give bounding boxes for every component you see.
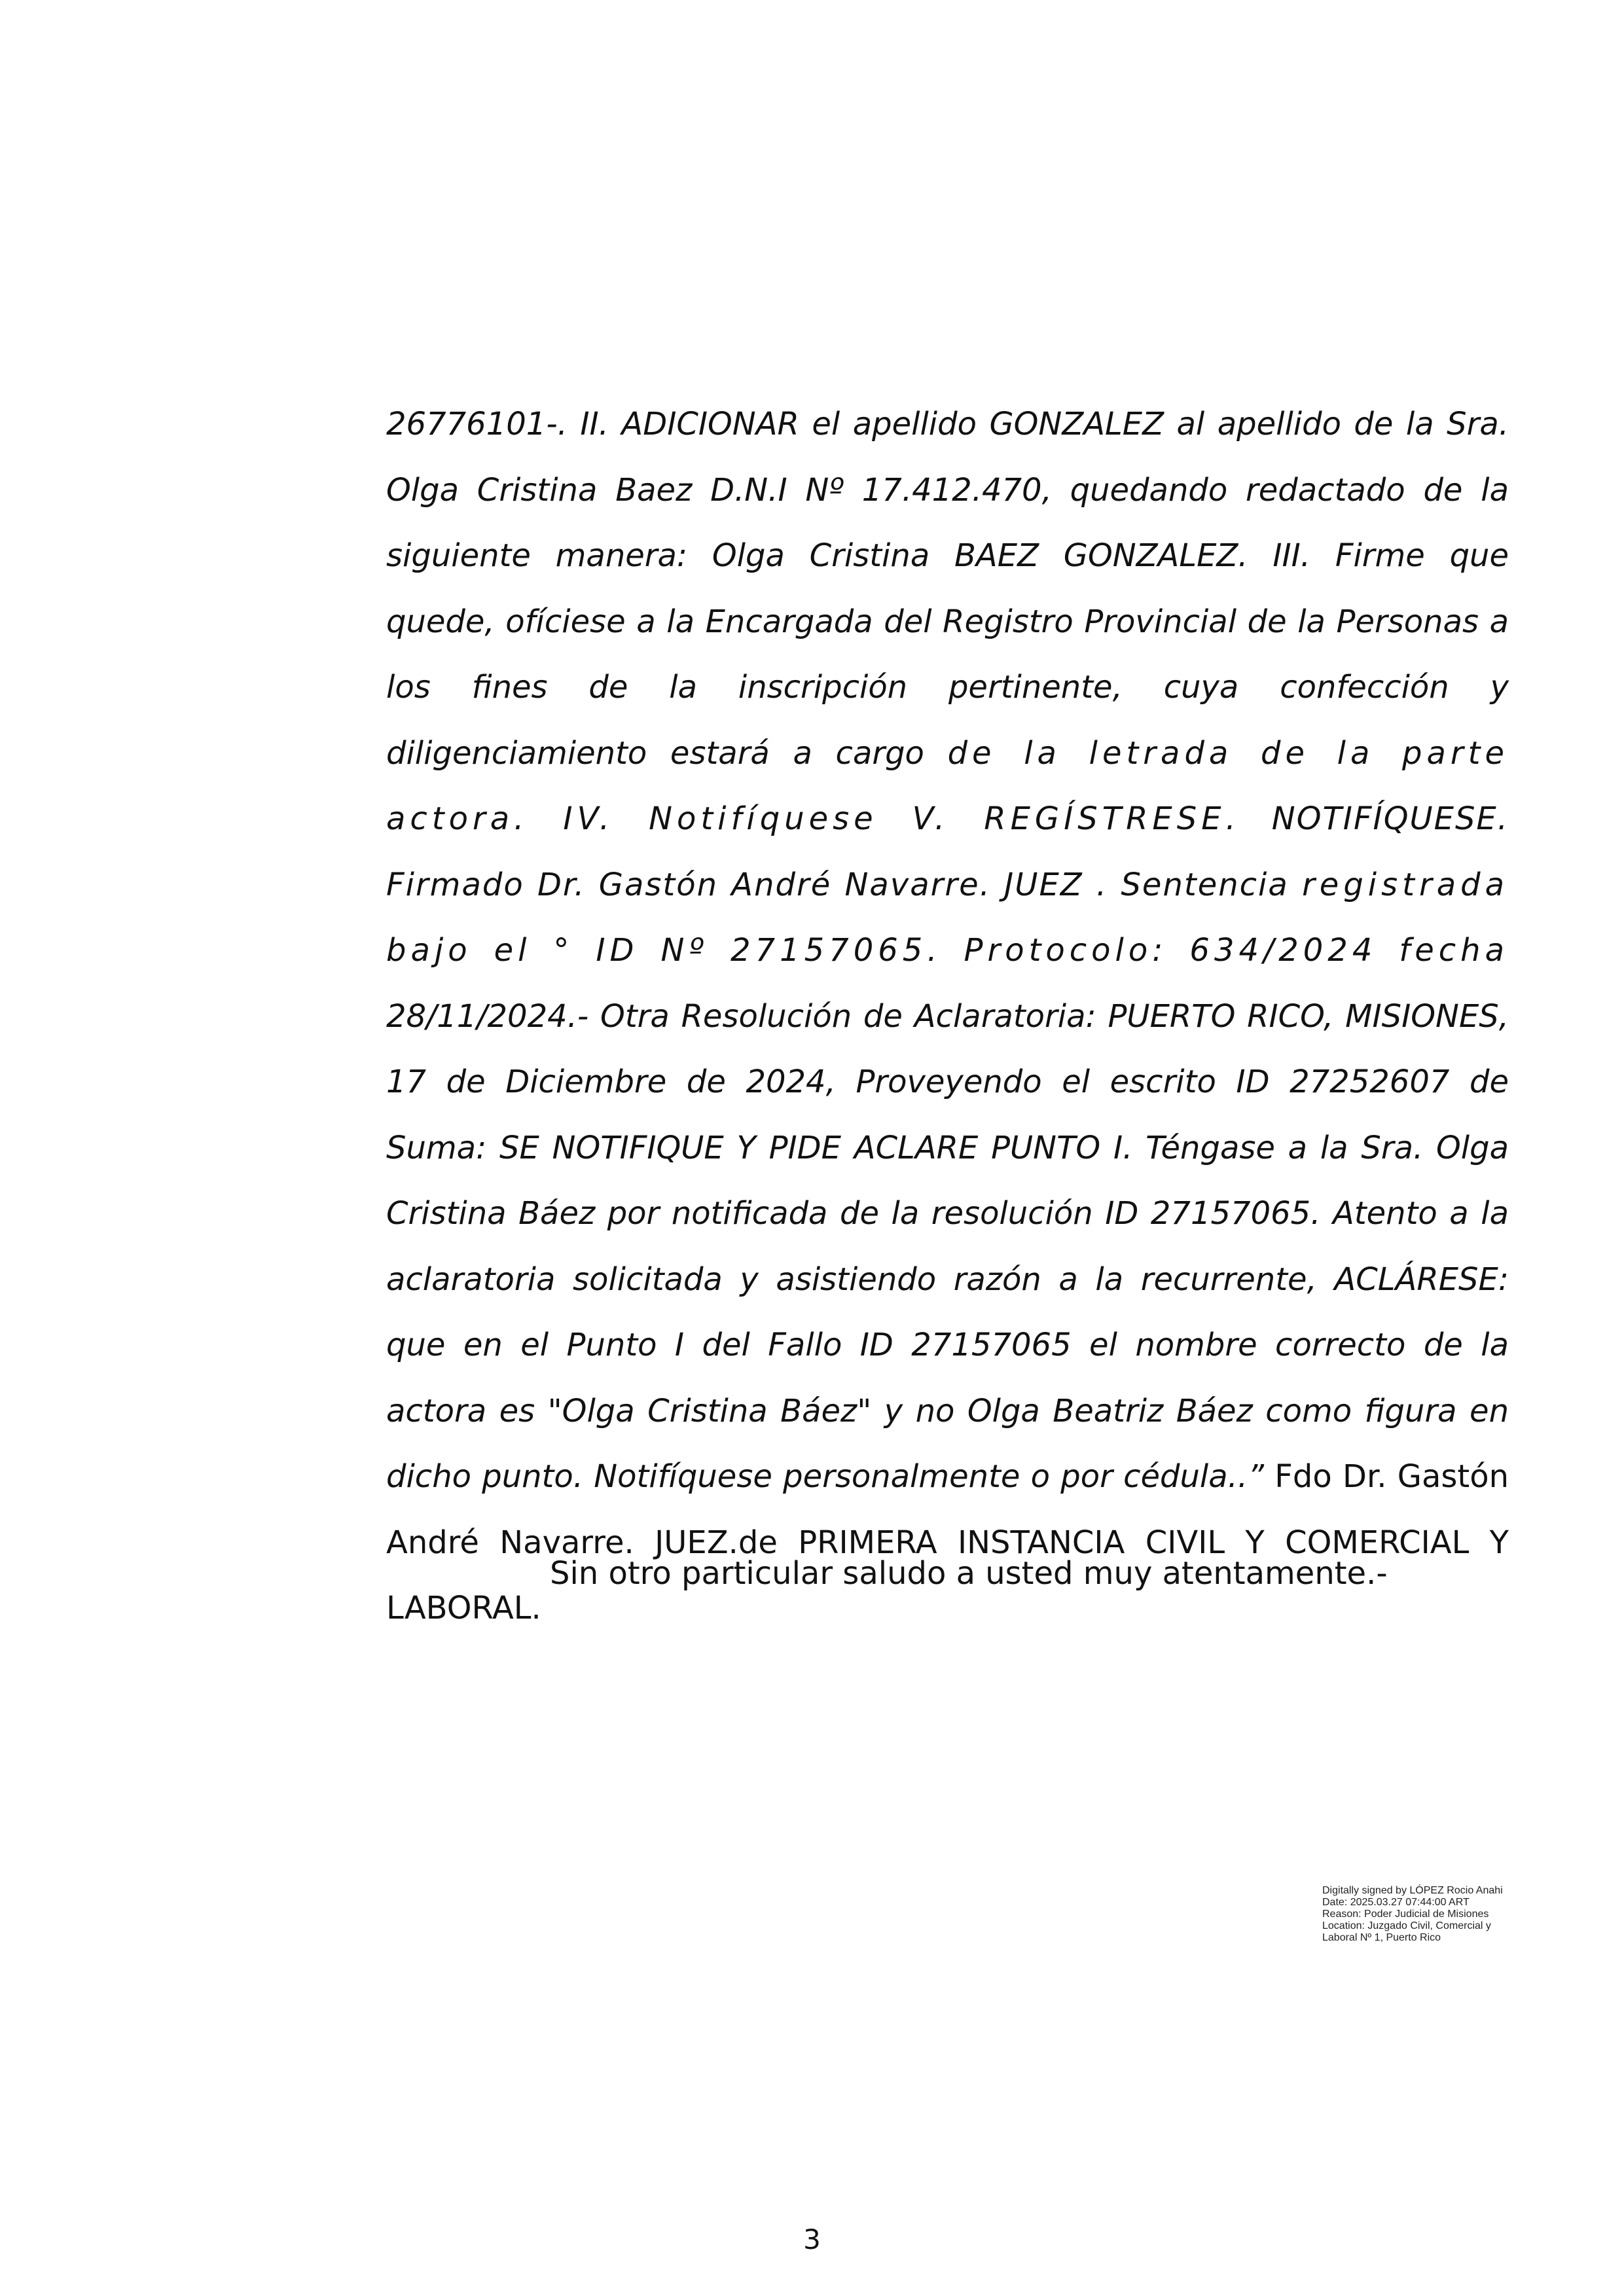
body-segment-2: de la letrada de la parte actora. IV. Notifíquese V. REGÍSTRESE. xyxy=(386,734,1509,837)
signature-location-line-1: Location: Juzgado Civil, Comercial y xyxy=(1322,1920,1491,1931)
signature-reason: Reason: Poder Judicial de Misiones xyxy=(1322,1909,1489,1920)
signature-location-line-2: Laboral Nº 1, Puerto Rico xyxy=(1322,1932,1441,1943)
body-segment-6: Fdo Dr. Gastón André Navarre. JUEZ.de PRIMERA INSTANCIA CIVIL Y COMERCIAL Y LABORAL. xyxy=(386,1458,1509,1626)
body-segment-3: NOTIFÍQUESE. Firmado Dr. Gastón André Navarre. JUEZ . Sentencia xyxy=(386,800,1509,903)
body-segment-5: 28/11/2024.- Otra Resolución de Aclaratoria: PUERTO RICO, MISIONES, 17 de Diciembre de 2024, Proveyendo el escrito ID 27252607 de Suma: SE NOTIFIQUE Y PIDE ACLARE PUNTO I. Téngase a la Sra. Olga Cristina Báez por notificada de la resolución ID 27157065. Atento a la aclaratoria solicitada y asistiendo razón a la recurrente, ACLÁRESE: que en el Punto I del Fallo ID 27157065 el nombre correcto de la actora es "Olga Cristina Báez" y no Olga Beatriz Báez como figura en dicho punto. Notifíquese personalmente o por cédula..” xyxy=(386,997,1509,1495)
closing-salutation: Sin otro particular saludo a usted muy atentamente.- xyxy=(550,1555,1388,1592)
signature-date: Date: 2025.03.27 07:44:00 ART xyxy=(1322,1897,1470,1908)
body-segment-4: registrada bajo el ° ID Nº 27157065. Protocolo: 634/2024 fecha xyxy=(386,866,1509,969)
digital-signature-block xyxy=(1322,1885,1545,1944)
signature-signed-by: Digitally signed by LÓPEZ Rocio Anahi xyxy=(1322,1885,1503,1896)
resolution-body-text xyxy=(386,391,1509,1641)
body-segment-1: 26776101-. II. ADICIONAR el apellido GONZALEZ al apellido de la Sra. Olga Cristina Baez D.N.I Nº 17.412.470, quedando redactado de la siguiente manera: Olga Cristina BAEZ GONZALEZ. III. Firme que quede, ofíciese a la Encargada del Registro Provincial de la Personas a los fines de la inscripción pertinente, cuya confección y diligenciamiento estará a cargo xyxy=(386,406,1509,772)
page-number: 3 xyxy=(803,2223,821,2255)
